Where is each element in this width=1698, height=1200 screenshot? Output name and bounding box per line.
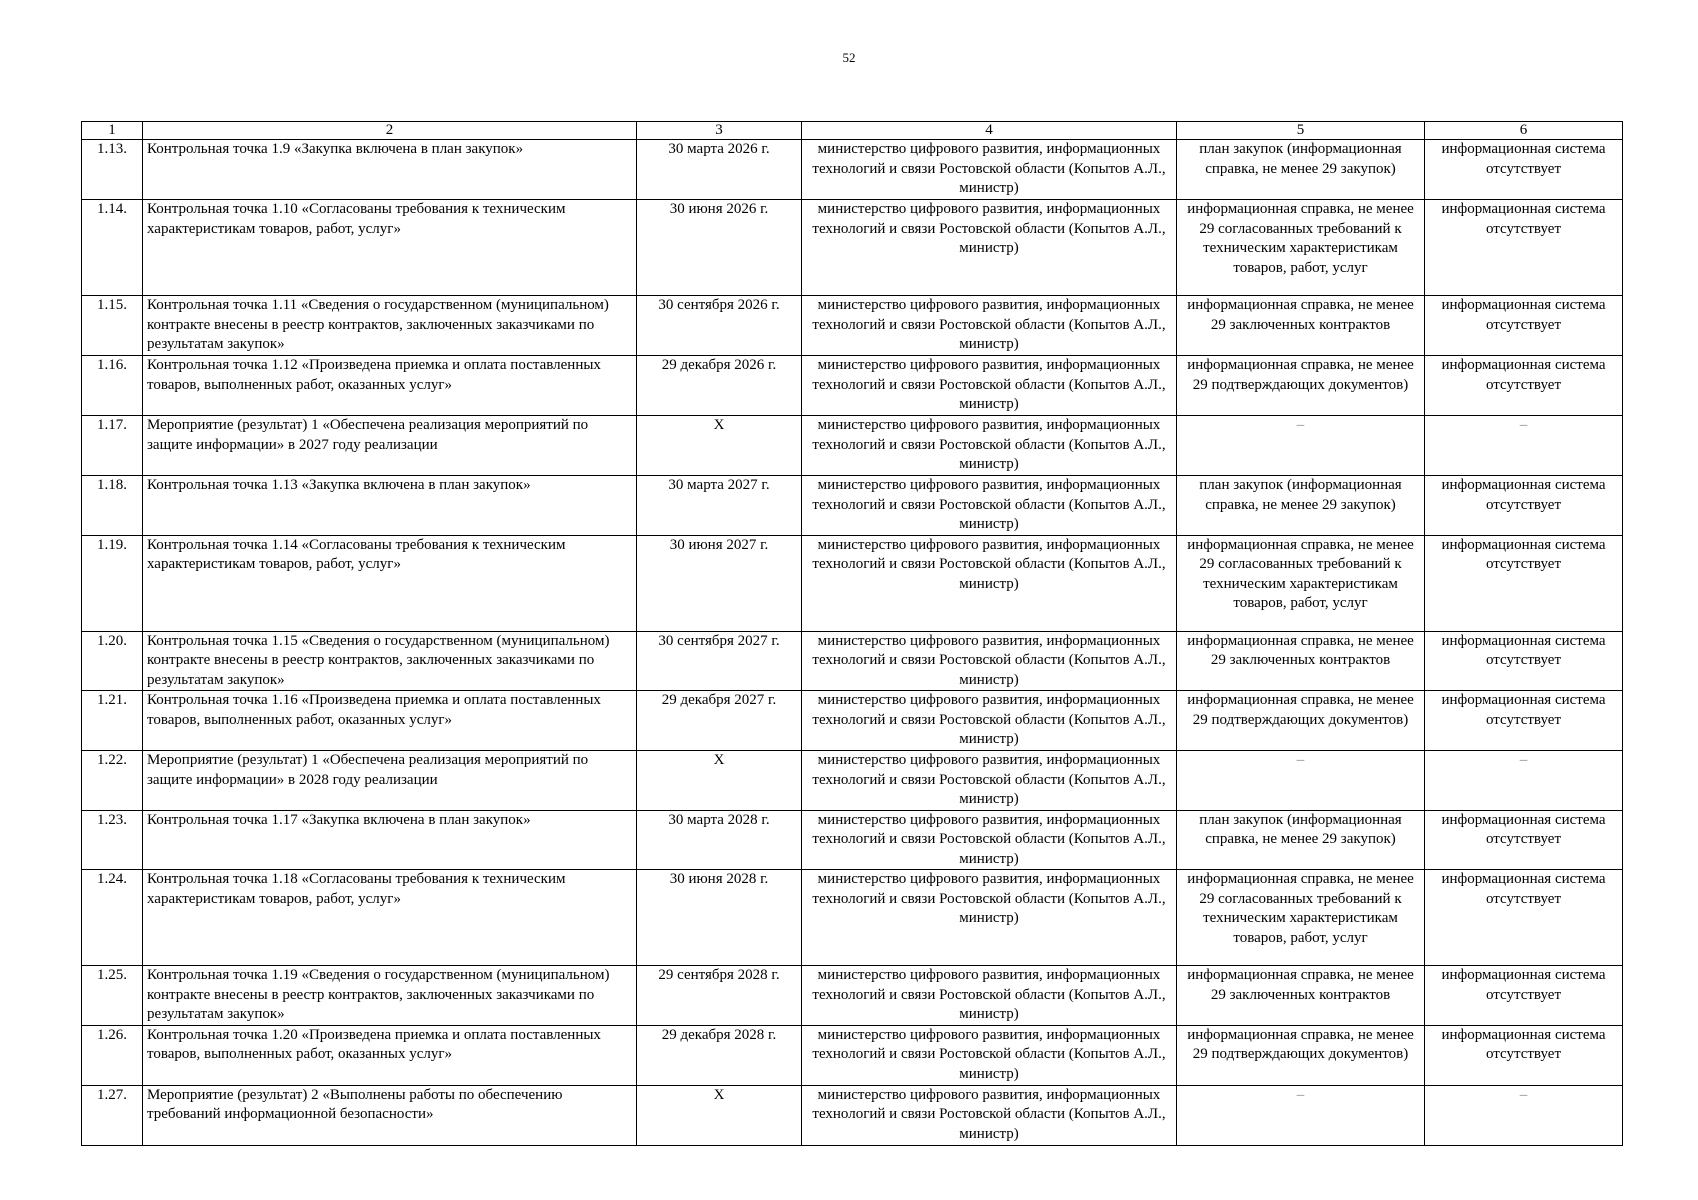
- header-col-4: 4: [802, 122, 1177, 140]
- row-confirmation-document: информационная справка, не менее 29 заключенных контрактов: [1177, 296, 1425, 356]
- row-confirmation-document: информационная справка, не менее 29 согласованных требований к техническим характеристикам товаров, работ, услуг: [1177, 870, 1425, 966]
- row-confirmation-document: план закупок (информационная справка, не менее 29 закупок): [1177, 476, 1425, 536]
- row-event-name: Мероприятие (результат) 2 «Выполнены работы по обеспечению требований информационной безопасности»: [143, 1085, 637, 1145]
- row-deadline: Х: [637, 1085, 802, 1145]
- row-deadline: 30 марта 2026 г.: [637, 140, 802, 200]
- page-number: 52: [842, 50, 856, 65]
- row-responsible: министерство цифрового развития, информационных технологий и связи Ростовской области (Копытов А.Л., министр): [802, 966, 1177, 1026]
- row-event-name: Контрольная точка 1.19 «Сведения о государственном (муниципальном) контракте внесены в реестр контрактов, заключенных заказчиками по результатам закупок»: [143, 966, 637, 1026]
- header-col-5: 5: [1177, 122, 1425, 140]
- table-row: [82, 870, 1623, 966]
- row-event-name: Контрольная точка 1.13 «Закупка включена в план закупок»: [143, 476, 637, 536]
- table-row: [82, 140, 1623, 200]
- table-row: [82, 356, 1623, 416]
- row-number: 1.26.: [82, 1025, 143, 1085]
- row-number: 1.13.: [82, 140, 143, 200]
- table-row: [82, 966, 1623, 1026]
- table-header: [82, 122, 1623, 140]
- header-col-1: 1: [82, 122, 143, 140]
- row-confirmation-document: информационная справка, не менее 29 заключенных контрактов: [1177, 631, 1425, 691]
- row-confirmation-document: –: [1177, 1085, 1425, 1145]
- row-event-name: Контрольная точка 1.20 «Произведена приемка и оплата поставленных товаров, выполненных работ, оказанных услуг»: [143, 1025, 637, 1085]
- row-number: 1.15.: [82, 296, 143, 356]
- table-body: [82, 140, 1623, 1146]
- table-row: [82, 535, 1623, 631]
- row-responsible: министерство цифрового развития, информационных технологий и связи Ростовской области (Копытов А.Л., министр): [802, 631, 1177, 691]
- row-number: 1.24.: [82, 870, 143, 966]
- row-information-system: информационная система отсутствует: [1425, 140, 1623, 200]
- row-information-system: информационная система отсутствует: [1425, 296, 1623, 356]
- row-number: 1.22.: [82, 751, 143, 811]
- row-deadline: 29 декабря 2026 г.: [637, 356, 802, 416]
- table-row: [82, 296, 1623, 356]
- table-row: [82, 691, 1623, 751]
- row-event-name: Контрольная точка 1.12 «Произведена приемка и оплата поставленных товаров, выполненных работ, оказанных услуг»: [143, 356, 637, 416]
- row-deadline: 30 июня 2028 г.: [637, 870, 802, 966]
- row-information-system: информационная система отсутствует: [1425, 966, 1623, 1026]
- row-number: 1.16.: [82, 356, 143, 416]
- row-deadline: 30 июня 2026 г.: [637, 200, 802, 296]
- row-confirmation-document: –: [1177, 751, 1425, 811]
- row-event-name: Мероприятие (результат) 1 «Обеспечена реализация мероприятий по защите информации» в 2027 году реализации: [143, 416, 637, 476]
- row-confirmation-document: план закупок (информационная справка, не менее 29 закупок): [1177, 810, 1425, 870]
- header-row: [82, 122, 1623, 140]
- table-row: [82, 1025, 1623, 1085]
- row-deadline: 29 декабря 2028 г.: [637, 1025, 802, 1085]
- row-deadline: Х: [637, 416, 802, 476]
- table-row: [82, 476, 1623, 536]
- row-deadline: 30 марта 2028 г.: [637, 810, 802, 870]
- row-information-system: информационная система отсутствует: [1425, 631, 1623, 691]
- row-responsible: министерство цифрового развития, информационных технологий и связи Ростовской области (Копытов А.Л., министр): [802, 751, 1177, 811]
- row-deadline: 30 сентября 2027 г.: [637, 631, 802, 691]
- row-responsible: министерство цифрового развития, информационных технологий и связи Ростовской области (Копытов А.Л., министр): [802, 140, 1177, 200]
- row-number: 1.14.: [82, 200, 143, 296]
- row-responsible: министерство цифрового развития, информационных технологий и связи Ростовской области (Копытов А.Л., министр): [802, 535, 1177, 631]
- row-information-system: информационная система отсутствует: [1425, 476, 1623, 536]
- header-col-6: 6: [1425, 122, 1623, 140]
- row-deadline: 30 марта 2027 г.: [637, 476, 802, 536]
- table-row: [82, 416, 1623, 476]
- row-information-system: –: [1425, 1085, 1623, 1145]
- row-confirmation-document: –: [1177, 416, 1425, 476]
- row-event-name: Контрольная точка 1.17 «Закупка включена в план закупок»: [143, 810, 637, 870]
- row-number: 1.18.: [82, 476, 143, 536]
- control-points-table: [81, 121, 1623, 1146]
- row-information-system: информационная система отсутствует: [1425, 535, 1623, 631]
- row-confirmation-document: информационная справка, не менее 29 согласованных требований к техническим характеристикам товаров, работ, услуг: [1177, 535, 1425, 631]
- row-confirmation-document: информационная справка, не менее 29 подтверждающих документов): [1177, 356, 1425, 416]
- row-confirmation-document: информационная справка, не менее 29 заключенных контрактов: [1177, 966, 1425, 1026]
- row-event-name: Контрольная точка 1.10 «Согласованы требования к техническим характеристикам товаров, работ, услуг»: [143, 200, 637, 296]
- row-information-system: –: [1425, 416, 1623, 476]
- row-deadline: 30 сентября 2026 г.: [637, 296, 802, 356]
- table-row: [82, 810, 1623, 870]
- row-deadline: 30 июня 2027 г.: [637, 535, 802, 631]
- header-col-2: 2: [143, 122, 637, 140]
- row-number: 1.27.: [82, 1085, 143, 1145]
- row-number: 1.20.: [82, 631, 143, 691]
- row-confirmation-document: информационная справка, не менее 29 подтверждающих документов): [1177, 1025, 1425, 1085]
- row-event-name: Контрольная точка 1.16 «Произведена приемка и оплата поставленных товаров, выполненных работ, оказанных услуг»: [143, 691, 637, 751]
- row-information-system: информационная система отсутствует: [1425, 200, 1623, 296]
- row-number: 1.21.: [82, 691, 143, 751]
- row-confirmation-document: информационная справка, не менее 29 подтверждающих документов): [1177, 691, 1425, 751]
- row-information-system: информационная система отсутствует: [1425, 356, 1623, 416]
- row-confirmation-document: план закупок (информационная справка, не менее 29 закупок): [1177, 140, 1425, 200]
- row-responsible: министерство цифрового развития, информационных технологий и связи Ростовской области (Копытов А.Л., министр): [802, 691, 1177, 751]
- row-responsible: министерство цифрового развития, информационных технологий и связи Ростовской области (Копытов А.Л., министр): [802, 200, 1177, 296]
- row-event-name: Контрольная точка 1.18 «Согласованы требования к техническим характеристикам товаров, работ, услуг»: [143, 870, 637, 966]
- row-number: 1.19.: [82, 535, 143, 631]
- table-row: [82, 200, 1623, 296]
- row-information-system: информационная система отсутствует: [1425, 1025, 1623, 1085]
- row-event-name: Контрольная точка 1.11 «Сведения о государственном (муниципальном) контракте внесены в реестр контрактов, заключенных заказчиками по результатам закупок»: [143, 296, 637, 356]
- row-event-name: Мероприятие (результат) 1 «Обеспечена реализация мероприятий по защите информации» в 2028 году реализации: [143, 751, 637, 811]
- row-deadline: Х: [637, 751, 802, 811]
- row-number: 1.23.: [82, 810, 143, 870]
- row-information-system: информационная система отсутствует: [1425, 691, 1623, 751]
- row-event-name: Контрольная точка 1.9 «Закупка включена в план закупок»: [143, 140, 637, 200]
- row-responsible: министерство цифрового развития, информационных технологий и связи Ростовской области (Копытов А.Л., министр): [802, 356, 1177, 416]
- row-responsible: министерство цифрового развития, информационных технологий и связи Ростовской области (Копытов А.Л., министр): [802, 870, 1177, 966]
- row-information-system: –: [1425, 751, 1623, 811]
- table-row: [82, 751, 1623, 811]
- row-information-system: информационная система отсутствует: [1425, 870, 1623, 966]
- row-event-name: Контрольная точка 1.14 «Согласованы требования к техническим характеристикам товаров, работ, услуг»: [143, 535, 637, 631]
- row-number: 1.17.: [82, 416, 143, 476]
- row-event-name: Контрольная точка 1.15 «Сведения о государственном (муниципальном) контракте внесены в реестр контрактов, заключенных заказчиками по результатам закупок»: [143, 631, 637, 691]
- row-responsible: министерство цифрового развития, информационных технологий и связи Ростовской области (Копытов А.Л., министр): [802, 810, 1177, 870]
- row-responsible: министерство цифрового развития, информационных технологий и связи Ростовской области (Копытов А.Л., министр): [802, 416, 1177, 476]
- row-deadline: 29 декабря 2027 г.: [637, 691, 802, 751]
- row-responsible: министерство цифрового развития, информационных технологий и связи Ростовской области (Копытов А.Л., министр): [802, 476, 1177, 536]
- table-row: [82, 631, 1623, 691]
- row-information-system: информационная система отсутствует: [1425, 810, 1623, 870]
- row-responsible: министерство цифрового развития, информационных технологий и связи Ростовской области (Копытов А.Л., министр): [802, 1025, 1177, 1085]
- table-row: [82, 1085, 1623, 1145]
- row-deadline: 29 сентября 2028 г.: [637, 966, 802, 1026]
- row-number: 1.25.: [82, 966, 143, 1026]
- row-responsible: министерство цифрового развития, информационных технологий и связи Ростовской области (Копытов А.Л., министр): [802, 1085, 1177, 1145]
- row-confirmation-document: информационная справка, не менее 29 согласованных требований к техническим характеристикам товаров, работ, услуг: [1177, 200, 1425, 296]
- header-col-3: 3: [637, 122, 802, 140]
- row-responsible: министерство цифрового развития, информационных технологий и связи Ростовской области (Копытов А.Л., министр): [802, 296, 1177, 356]
